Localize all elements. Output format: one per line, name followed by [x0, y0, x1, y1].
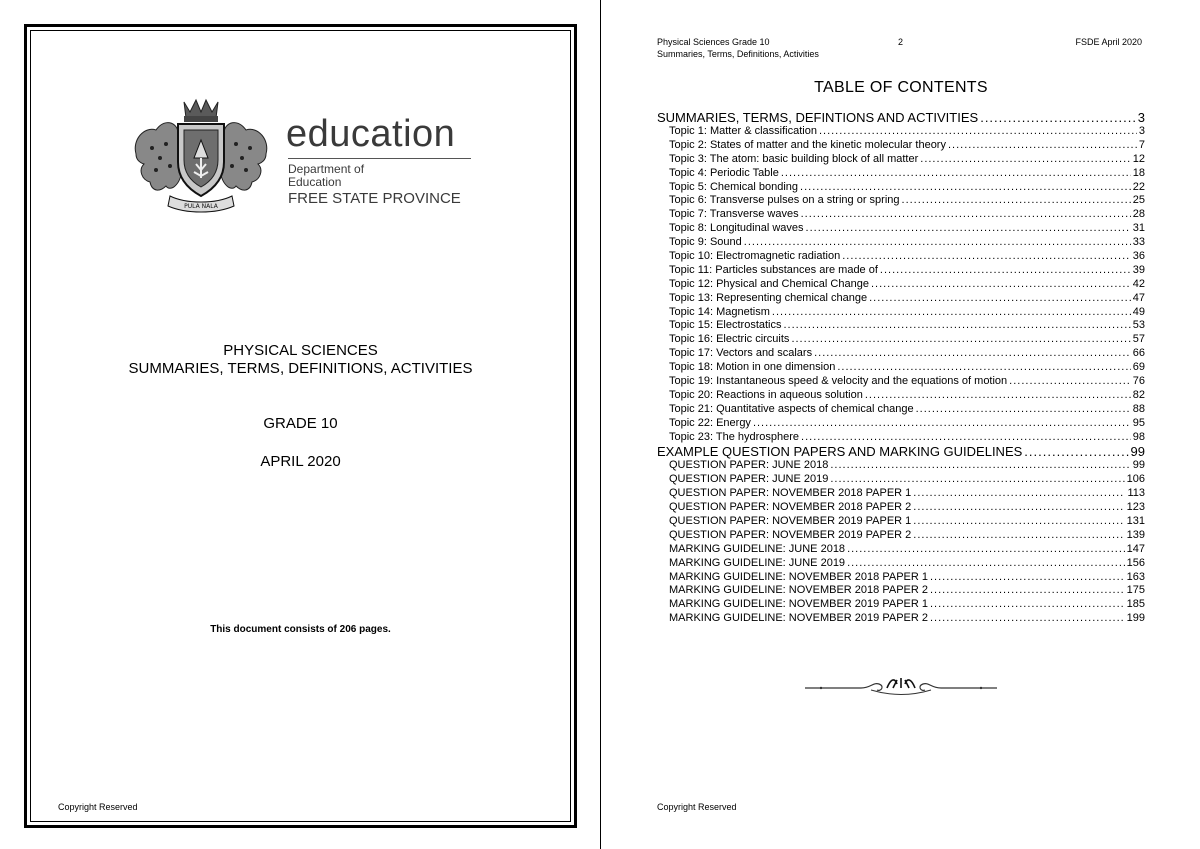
toc-entry-label: MARKING GUIDELINE: JUNE 2018	[669, 542, 846, 555]
toc-leader-dots	[880, 264, 1131, 278]
toc-entry-page: 7	[1138, 138, 1145, 151]
toc-entry-label: EXAMPLE QUESTION PAPERS AND MARKING GUIDELINES	[657, 444, 1023, 460]
header-page-number: 2	[898, 37, 904, 47]
toc-entry-page: 18	[1132, 166, 1145, 179]
toc-entry-label: Topic 22: Energy	[669, 416, 751, 429]
toc-leader-dots	[837, 361, 1130, 375]
free-state-coat-of-arms-icon	[126, 96, 276, 216]
toc-entry[interactable]	[657, 473, 1145, 487]
toc-entry-page: 147	[1126, 542, 1145, 555]
toc-section-entry[interactable]	[657, 110, 1145, 125]
contents-copyright: Copyright Reserved	[657, 802, 737, 812]
toc-entry-label: Topic 13: Representing chemical change	[669, 291, 868, 304]
toc-entry-page: 131	[1126, 515, 1145, 528]
toc-leader-dots	[869, 292, 1131, 306]
toc-leader-dots	[865, 389, 1131, 403]
toc-entry[interactable]	[657, 501, 1145, 515]
toc-entry[interactable]	[657, 347, 1145, 361]
motto-text: PULA NALA	[184, 203, 218, 210]
logo-wordmark: education	[286, 113, 456, 155]
toc-entry-label: Topic 16: Electric circuits	[669, 333, 790, 346]
toc-entry-label: QUESTION PAPER: JUNE 2019	[669, 473, 829, 486]
toc-leader-dots	[847, 557, 1125, 571]
toc-entry-label: Topic 7: Transverse waves	[669, 208, 799, 221]
toc-entry-page: 33	[1132, 236, 1145, 249]
toc-leader-dots	[791, 333, 1130, 347]
contents-page	[600, 0, 1200, 849]
logo-province: FREE STATE PROVINCE	[288, 190, 461, 207]
header-right: FSDE April 2020	[1075, 37, 1142, 47]
toc-entry[interactable]	[657, 167, 1145, 181]
toc-entry-label: QUESTION PAPER: JUNE 2018	[669, 459, 829, 472]
toc-leader-dots	[930, 598, 1125, 612]
toc-entry[interactable]	[657, 598, 1145, 612]
ornamental-divider-icon	[801, 676, 1001, 698]
toc-entry[interactable]	[657, 264, 1145, 278]
toc-entry[interactable]	[657, 153, 1145, 167]
toc-entry[interactable]	[657, 292, 1145, 306]
toc-entry-page: 28	[1132, 208, 1145, 221]
toc-entry[interactable]	[657, 181, 1145, 195]
toc-entry-page: 3	[1138, 124, 1145, 137]
toc-entry[interactable]	[657, 543, 1145, 557]
toc-entry-label: SUMMARIES, TERMS, DEFINTIONS AND ACTIVITIES	[657, 110, 979, 125]
toc-entry-label: Topic 18: Motion in one dimension	[669, 361, 836, 374]
toc-entry-page: 139	[1126, 528, 1145, 541]
logo-department-line2: Education	[288, 175, 342, 189]
toc-entry-label: MARKING GUIDELINE: NOVEMBER 2018 PAPER 1	[669, 570, 928, 583]
toc-leader-dots	[781, 167, 1131, 181]
toc-entry[interactable]	[657, 571, 1145, 585]
toc-entry[interactable]	[657, 306, 1145, 320]
toc-leader-dots	[871, 278, 1131, 292]
toc-entry-page: 76	[1132, 375, 1145, 388]
toc-leader-dots	[1009, 375, 1131, 389]
toc-leader-dots	[913, 529, 1124, 543]
toc-entry[interactable]	[657, 612, 1145, 626]
toc-leader-dots	[913, 515, 1124, 529]
toc-entry[interactable]	[657, 375, 1145, 389]
cover-title-line1: PHYSICAL SCIENCES	[223, 342, 378, 359]
toc-entry[interactable]	[657, 515, 1145, 529]
toc-leader-dots	[930, 584, 1125, 598]
toc-entry-label: Topic 15: Electrostatics	[669, 319, 782, 332]
toc-entry[interactable]	[657, 139, 1145, 153]
toc-leader-dots	[902, 194, 1131, 208]
toc-entry-label: Topic 10: Electromagnetic radiation	[669, 250, 841, 262]
toc-entry[interactable]	[657, 361, 1145, 375]
toc-entry[interactable]	[657, 236, 1145, 250]
toc-leader-dots	[948, 139, 1137, 153]
toc-entry[interactable]	[657, 431, 1145, 445]
toc-entry-page: 106	[1126, 473, 1145, 486]
toc-entry-label: Topic 17: Vectors and scalars	[669, 347, 813, 360]
toc-leader-dots	[930, 612, 1125, 626]
toc-entry-label: Topic 4: Periodic Table	[669, 166, 779, 179]
toc-leader-dots	[913, 501, 1124, 515]
toc-entry-label: QUESTION PAPER: NOVEMBER 2018 PAPER 2	[669, 501, 912, 514]
toc-entry-page: 53	[1132, 319, 1145, 332]
toc-entry-label: Topic 9: Sound	[669, 236, 742, 249]
toc-entry-label: Topic 3: The atom: basic building block of all matter	[669, 152, 919, 165]
logo-divider	[288, 158, 471, 159]
toc-entry-label: Topic 1: Matter & classification	[669, 124, 817, 137]
toc-leader-dots	[814, 347, 1131, 361]
toc-list	[657, 110, 1145, 626]
toc-entry-page: 156	[1126, 556, 1145, 569]
toc-entry[interactable]	[657, 403, 1145, 417]
toc-entry[interactable]	[657, 194, 1145, 208]
toc-leader-dots	[806, 222, 1131, 236]
toc-entry-label: Topic 12: Physical and Chemical Change	[669, 277, 869, 290]
toc-leader-dots	[784, 319, 1131, 333]
toc-entry[interactable]	[657, 585, 1145, 599]
toc-entry-label: MARKING GUIDELINE: JUNE 2019	[669, 556, 846, 569]
toc-leader-dots	[842, 250, 1131, 264]
toc-leader-dots	[980, 110, 1136, 125]
toc-leader-dots	[819, 125, 1137, 139]
toc-leader-dots	[800, 181, 1131, 195]
toc-entry[interactable]	[657, 417, 1145, 431]
toc-leader-dots	[916, 403, 1131, 417]
cover-date: APRIL 2020	[260, 453, 341, 470]
toc-entry-page: 42	[1132, 277, 1145, 290]
toc-entry-page: 113	[1127, 487, 1145, 500]
toc-entry-label: MARKING GUIDELINE: NOVEMBER 2018 PAPER 2	[669, 584, 928, 597]
toc-entry-page: 199	[1126, 612, 1145, 625]
toc-leader-dots	[913, 487, 1125, 501]
toc-entry-page: 123	[1126, 501, 1145, 514]
logo-department-line1: Department of	[288, 162, 365, 176]
toc-entry-label: Topic 19: Instantaneous speed & velocity and the equations of motion	[669, 375, 1008, 388]
toc-leader-dots	[1024, 444, 1128, 459]
toc-entry-page: 163	[1126, 570, 1145, 583]
toc-entry-page: 69	[1132, 361, 1145, 374]
toc-leader-dots	[744, 236, 1131, 250]
toc-entry-page: 22	[1132, 180, 1145, 193]
toc-entry-page: 57	[1132, 333, 1145, 346]
toc-entry-label: QUESTION PAPER: NOVEMBER 2018 PAPER 1	[669, 487, 912, 500]
header-subject: Physical Sciences Grade 10	[657, 37, 770, 47]
toc-entry[interactable]	[657, 278, 1145, 292]
toc-entry-label: Topic 20: Reactions in aqueous solution	[669, 388, 863, 401]
toc-entry-label: Topic 6: Transverse pulses on a string or spring	[669, 194, 900, 207]
toc-leader-dots	[930, 571, 1125, 585]
toc-entry[interactable]	[657, 208, 1145, 222]
cover-grade: GRADE 10	[263, 415, 338, 432]
toc-entry-page: 47	[1132, 291, 1145, 304]
toc-entry-page: 99	[1130, 444, 1145, 460]
toc-entry-page: 3	[1137, 110, 1145, 125]
toc-entry-label: QUESTION PAPER: NOVEMBER 2019 PAPER 1	[669, 515, 912, 528]
toc-entry-page: 66	[1132, 347, 1145, 360]
toc-entry[interactable]	[657, 487, 1145, 501]
toc-entry-label: Topic 2: States of matter and the kinetic molecular theory	[669, 138, 946, 151]
toc-entry[interactable]	[657, 459, 1145, 473]
toc-entry-page: 99	[1132, 459, 1145, 472]
toc-entry-label: QUESTION PAPER: NOVEMBER 2019 PAPER 2	[669, 528, 912, 541]
toc-entry-page: 49	[1132, 305, 1145, 318]
toc-entry[interactable]	[657, 529, 1145, 543]
toc-entry[interactable]	[657, 319, 1145, 333]
toc-entry[interactable]	[657, 389, 1145, 403]
cover-page-count-note: This document consists of 206 pages.	[210, 624, 391, 635]
toc-entry-page: 82	[1132, 388, 1145, 401]
toc-entry-page: 12	[1132, 152, 1145, 165]
toc-entry-page: 39	[1132, 263, 1145, 276]
cover-copyright: Copyright Reserved	[58, 802, 138, 812]
toc-leader-dots	[830, 459, 1130, 473]
toc-entry-label: Topic 8: Longitudinal waves	[669, 222, 804, 235]
toc-entry-page: 36	[1132, 250, 1145, 262]
toc-leader-dots	[920, 153, 1130, 167]
toc-entry-page: 31	[1132, 222, 1145, 235]
toc-entry-label: Topic 23: The hydrosphere	[669, 430, 800, 443]
toc-entry-page: 175	[1126, 584, 1145, 597]
toc-entry[interactable]	[657, 125, 1145, 139]
education-logo	[126, 96, 476, 216]
toc-entry-label: MARKING GUIDELINE: NOVEMBER 2019 PAPER 1	[669, 598, 928, 611]
cover-title-line2: SUMMARIES, TERMS, DEFINITIONS, ACTIVITIES	[128, 360, 473, 377]
header-document-type: Summaries, Terms, Definitions, Activities	[657, 49, 819, 59]
toc-entry-page: 88	[1132, 402, 1145, 415]
toc-entry-page: 95	[1132, 416, 1145, 429]
toc-leader-dots	[801, 208, 1131, 222]
toc-leader-dots	[830, 473, 1124, 487]
toc-leader-dots	[801, 431, 1131, 445]
toc-entry[interactable]	[657, 250, 1145, 264]
toc-entry[interactable]	[657, 222, 1145, 236]
toc-entry-label: Topic 11: Particles substances are made of	[669, 263, 878, 276]
toc-entry-label: Topic 14: Magnetism	[669, 305, 770, 318]
toc-entry-label: Topic 5: Chemical bonding	[669, 180, 799, 193]
toc-entry-page: 98	[1132, 430, 1145, 443]
toc-leader-dots	[753, 417, 1131, 431]
toc-entry-page: 25	[1132, 194, 1145, 207]
toc-entry[interactable]	[657, 333, 1145, 347]
toc-section-entry[interactable]	[657, 444, 1145, 459]
toc-leader-dots	[772, 306, 1131, 320]
toc-title: TABLE OF CONTENTS	[814, 79, 988, 96]
toc-leader-dots	[847, 543, 1125, 557]
toc-entry[interactable]	[657, 557, 1145, 571]
toc-entry-page: 185	[1126, 598, 1145, 611]
toc-entry-label: Topic 21: Quantitative aspects of chemical change	[669, 402, 914, 415]
toc-entry-label: MARKING GUIDELINE: NOVEMBER 2019 PAPER 2	[669, 612, 928, 625]
